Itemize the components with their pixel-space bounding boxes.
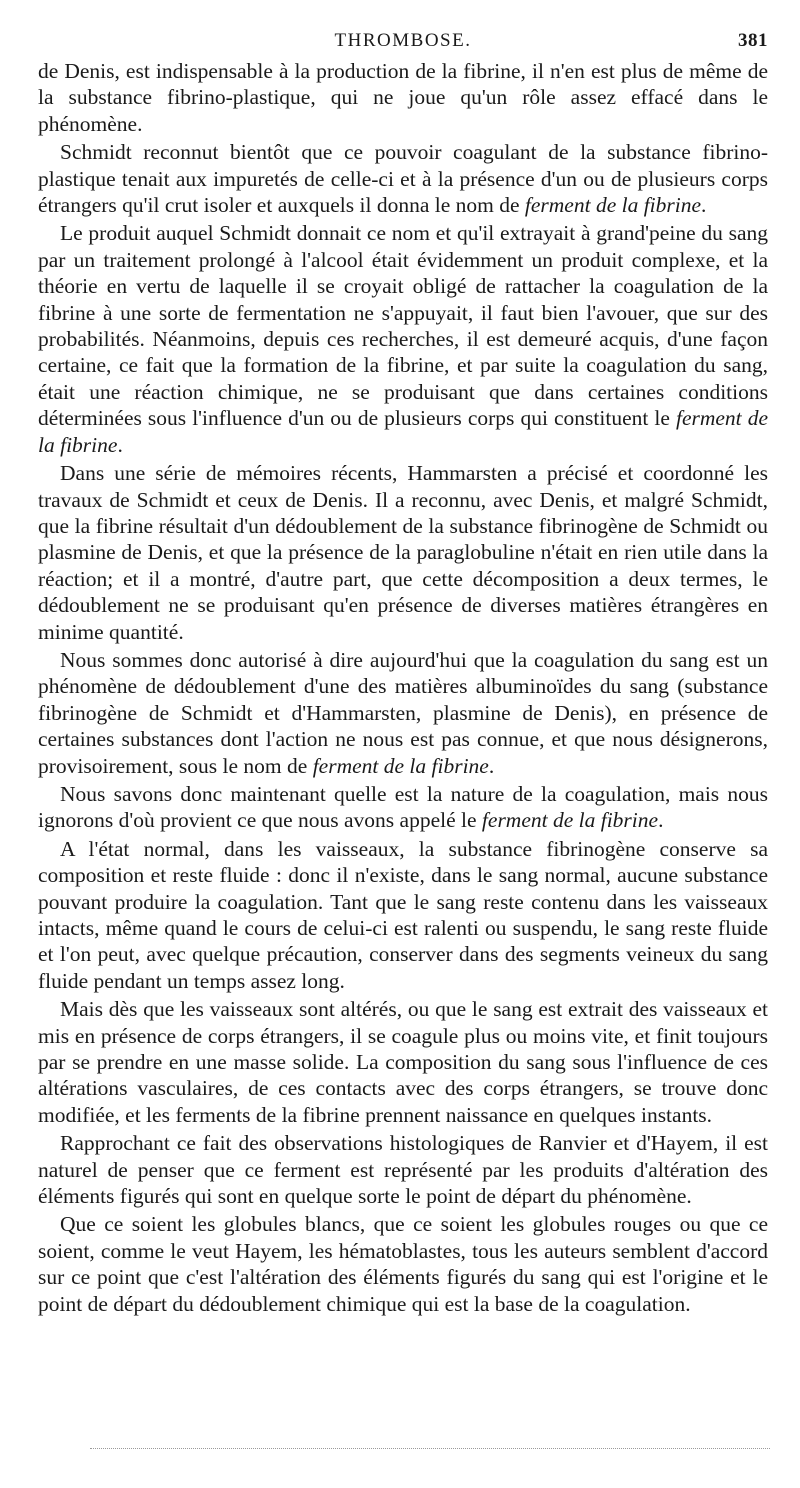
paragraph bbox=[38, 1130, 768, 1209]
italic-term: ferment de la fibrine bbox=[38, 406, 769, 457]
text-run: . bbox=[658, 808, 664, 833]
text-run: Schmidt reconnut bientôt que ce pouvoir coagulant de la substance fibrino-plastique tenait aux impuretés de celle-ci et à la présence d'un ou de plusieurs corps étrangers qu'il crut isoler et auxquels il donna le nom de bbox=[38, 140, 768, 218]
paragraph bbox=[38, 781, 768, 834]
italic-term: ferment de la fibrine bbox=[524, 193, 702, 218]
page-number: 381 bbox=[738, 30, 768, 51]
paragraph bbox=[38, 647, 768, 779]
paragraph bbox=[38, 220, 768, 458]
paragraph bbox=[38, 1211, 768, 1317]
text-run: Le produit auquel Schmidt donnait ce nom et qu'il extrayait à grand'peine du sang par un traitement prolongé à l'alcool était évidemment un produit complexe, et la théorie en vertu de laquelle il se croyait obligé de rattacher la coagulation de la fibrine à une sorte de fermentation ne s'appuyait, il faut bien l'avouer, que sur des probabilités. Néanmoins, depuis ces recherches, il est demeuré acquis, d'une façon certaine, ce fait que la formation de la fibrine, et par suite la coagulation du sang, était une réaction chimique, ne se produisant que dans certaines conditions déterminées sous l'influence d'un ou de plusieurs corps qui constituent le bbox=[38, 221, 768, 431]
running-header bbox=[38, 28, 768, 58]
text-run: . bbox=[117, 432, 123, 457]
italic-term: ferment de la fibrine bbox=[312, 753, 489, 778]
text-run: . bbox=[701, 193, 707, 218]
paragraph bbox=[38, 996, 768, 1128]
text-run: . bbox=[488, 753, 495, 778]
body-text bbox=[38, 58, 768, 1317]
paragraph bbox=[38, 836, 768, 994]
paragraph bbox=[38, 460, 768, 645]
text-run: Mais dès que les vaisseaux sont altérés, ou que le sang est extrait des vaisseaux et mis en présence de corps étrangers, il se coagule plus ou moins vite, et finit toujours par se prendre en une masse solide. La composition du sang sous l'influence de ces altérations vasculaires, de ces contacts avec des corps étrangers, se trouve donc modifiée, et les ferments de la fibrine prennent naissance en quelques instants. bbox=[38, 997, 768, 1127]
running-title: THROMBOSE. bbox=[334, 30, 472, 51]
footer-dotted-rule bbox=[90, 1448, 770, 1449]
text-run: Rapprochant ce fait des observations histologiques de Ranvier et d'Hayem, il est naturel de penser que ce ferment est représenté par les produits d'altération des éléments figurés qui sont en quelque sorte le point de départ du phénomène. bbox=[38, 1131, 768, 1209]
text-run: Dans une série de mémoires récents, Hammarsten a précisé et coordonné les travaux de Schmidt et ceux de Denis. Il a reconnu, avec Denis, et malgré Schmidt, que la fibrine résultait d'un dédoublement de la substance fibrinogène de Schmidt ou plasmine de Denis, et que la présence de la paraglobuline n'était en rien utile dans la réaction; et il a montré, d'autre part, que cette décomposition a deux termes, le dédoublement ne se produisant qu'en présence de diverses matières étrangères en minime quantité. bbox=[38, 461, 768, 644]
text-run: A l'état normal, dans les vaisseaux, la substance fibrinogène conserve sa composition et reste fluide : donc il n'existe, dans le sang normal, aucune substance pouvant produire la coagulation. Tant que le sang reste contenu dans les vaisseaux intacts, même quand le cours de celui-ci est ralenti ou suspendu, le sang reste fluide et l'on peut, avec quelque précaution, conserver dans des segments veineux du sang fluide pendant un temps assez long. bbox=[38, 836, 768, 993]
text-run: de Denis, est indispensable à la production de la fibrine, il n'en est plus de même de la substance fibrino-plastique, qui ne joue qu'un rôle assez effacé dans le phénomène. bbox=[38, 59, 768, 136]
paragraph bbox=[38, 58, 768, 137]
italic-term: ferment de la fibrine bbox=[481, 808, 659, 833]
paragraph bbox=[38, 139, 768, 218]
text-run: Nous savons donc maintenant quelle est la nature de la coagulation, mais nous ignorons d'où provient ce que nous avons appelé le bbox=[38, 781, 768, 833]
text-run: Nous sommes donc autorisé à dire aujourd'hui que la coagulation du sang est un phénomène de dédoublement d'une des matières albuminoïdes du sang (substance fibrinogène de Schmidt et d'Hammarsten, plasmine de Denis), en présence de certaines substances dont l'action ne nous est pas connue, et que nous désignerons, provisoirement, sous le nom de bbox=[38, 647, 768, 778]
text-run: Que ce soient les globules blancs, que ce soient les globules rouges ou que ce soient, comme le veut Hayem, les hématoblastes, tous les auteurs semblent d'accord sur ce point que c'est l'altération des éléments figurés du sang qui est l'origine et le point de départ du dédoublement chimique qui est la base de la coagulation. bbox=[38, 1212, 768, 1316]
